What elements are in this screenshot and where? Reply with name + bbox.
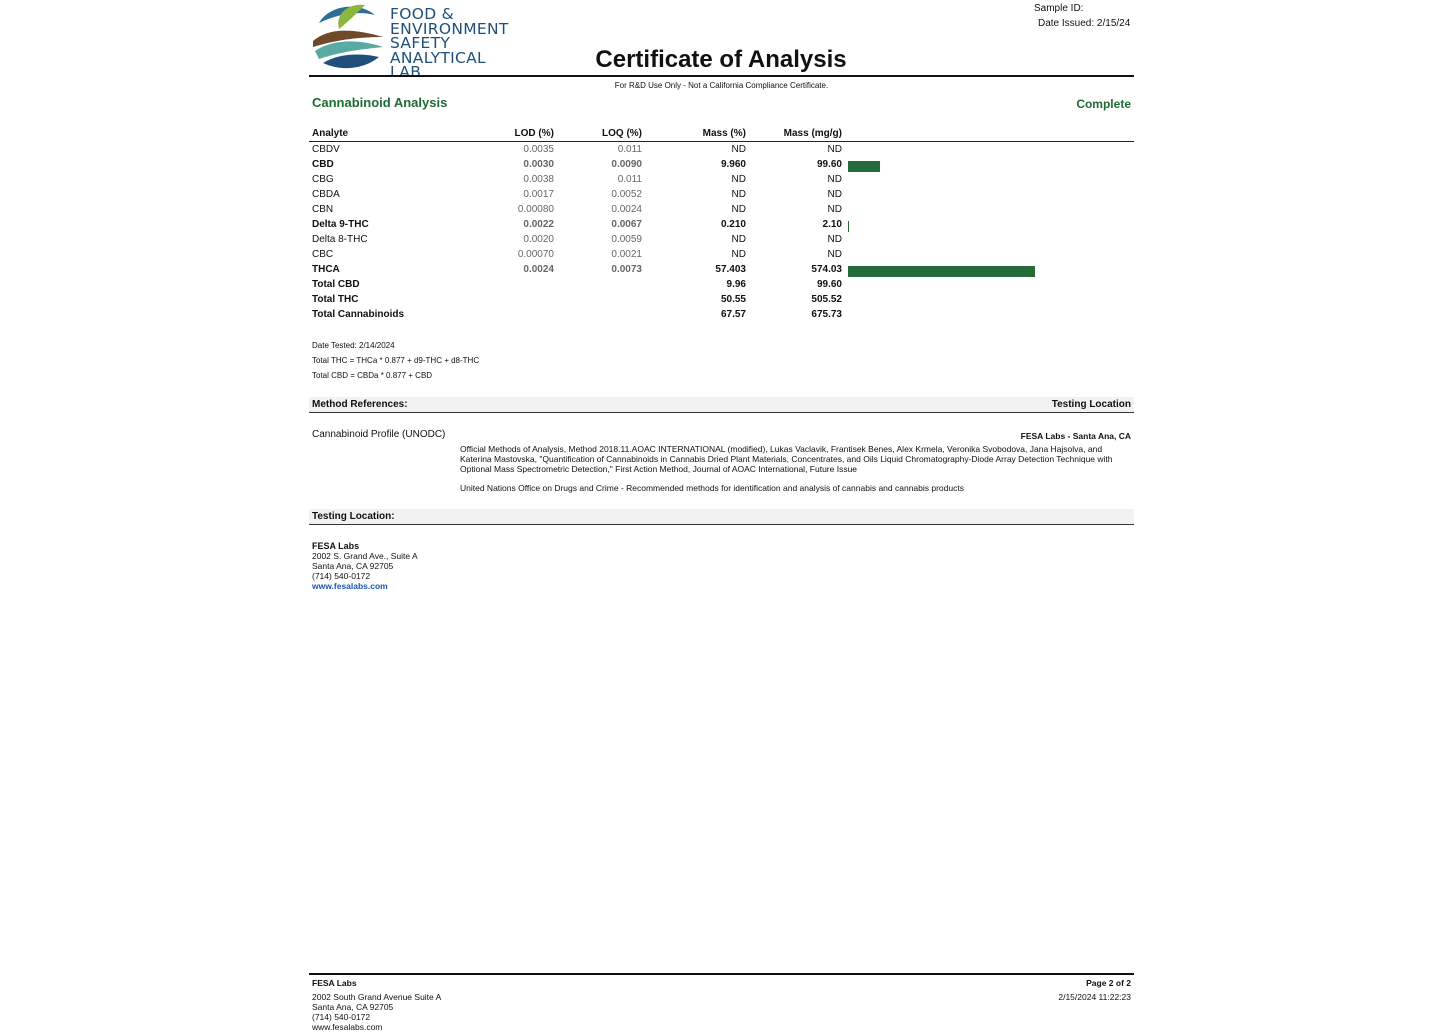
footer-address xyxy=(312,978,441,1032)
total-mass-pct: 67.57 xyxy=(720,309,746,320)
lab-address-line1: 2002 S. Grand Ave., Suite A xyxy=(312,551,418,561)
lab-logo xyxy=(309,1,519,81)
lod-value: 0.0022 xyxy=(523,219,554,230)
analyte-name: CBD xyxy=(312,159,334,170)
lod-value: 0.0024 xyxy=(523,264,554,275)
lod-value: 0.0017 xyxy=(523,189,554,200)
total-mass-pct: 9.96 xyxy=(726,279,746,290)
method-reference-aoac: Official Methods of Analysis, Method 2018.11.AOAC INTERNATIONAL (modified), Lukas Vaclavik, Frantisek Benes, Alex Krmela, Veronika Svobodova, Jana Hajsolva, and Katerina Mastovska, "Quantification of Cannabinoids in Cannabis Dried Plant Materials, Concentrates, and Oils Liquid Chromatography-Diode Array Detection Technique with Optional Mass Spectrometric Detection," First Action Method, Journal of AOAC International, Future Issue xyxy=(460,444,1113,474)
lod-value: 0.00070 xyxy=(517,249,554,260)
loq-value: 0.0059 xyxy=(611,234,642,245)
lod-value: 0.0020 xyxy=(523,234,554,245)
logo-line: FOOD & xyxy=(390,5,455,23)
lod-value: 0.0030 xyxy=(523,159,554,170)
total-label: Total THC xyxy=(312,294,359,305)
analyte-name: THCA xyxy=(312,264,340,275)
col-mass-mg: Mass (mg/g) xyxy=(783,128,842,139)
mass-mg-value: 99.60 xyxy=(816,159,842,170)
header-divider xyxy=(309,75,1134,77)
analyte-name: CBDV xyxy=(312,144,340,155)
method-location: FESA Labs - Santa Ana, CA xyxy=(1020,431,1131,441)
analyte-name: Delta 8-THC xyxy=(312,234,368,245)
loq-value: 0.0073 xyxy=(611,264,642,275)
loq-value: 0.0090 xyxy=(611,159,642,170)
mass-mg-value: 574.03 xyxy=(811,264,842,275)
loq-value: 0.0024 xyxy=(611,204,642,215)
lab-address-line2: Santa Ana, CA 92705 xyxy=(312,561,394,571)
footer-phone: (714) 540-0172 xyxy=(312,1012,371,1022)
footer-right xyxy=(1000,978,1131,1002)
analyte-name: CBN xyxy=(312,204,334,215)
disclaimer: For R&D Use Only - Not a California Compliance Certificate. xyxy=(614,81,829,90)
mass-pct-value: 9.960 xyxy=(720,159,746,170)
logo-line: SAFETY xyxy=(390,34,451,52)
footer-timestamp: 2/15/2024 11:22:23 xyxy=(1058,992,1131,1002)
mass-pct-value: ND xyxy=(731,174,746,185)
analyte-name: CBG xyxy=(312,174,334,185)
lab-name: FESA Labs xyxy=(312,541,360,551)
method-reference-unodc: United Nations Office on Drugs and Crime - Recommended methods for identification and analysis of cannabis and cannabis products xyxy=(460,483,964,493)
total-mass-mg: 675.73 xyxy=(811,309,842,320)
lod-value: 0.00080 xyxy=(517,204,554,215)
analyte-name: Delta 9-THC xyxy=(312,219,369,230)
total-mass-mg: 505.52 xyxy=(811,294,842,305)
testing-location-address xyxy=(312,541,418,591)
logo-line: ANALYTICAL LAB xyxy=(390,48,486,81)
lab-website-link[interactable]: www.fesalabs.com xyxy=(312,581,388,591)
lab-logo-emblem xyxy=(309,1,385,73)
loq-value: 0.0052 xyxy=(611,189,642,200)
total-label: Total CBD xyxy=(312,279,360,290)
mass-bar xyxy=(848,221,849,232)
mass-pct-value: ND xyxy=(731,249,746,260)
mass-pct-value: ND xyxy=(731,234,746,245)
date-tested-note: Date Tested: 2/14/2024 xyxy=(312,341,395,350)
mass-mg-value: ND xyxy=(827,144,842,155)
page-number: Page 2 of 2 xyxy=(1086,978,1131,988)
total-mass-pct: 50.55 xyxy=(720,294,746,305)
col-lod: LOD (%) xyxy=(514,128,554,139)
mass-mg-value: 2.10 xyxy=(822,219,842,230)
col-loq: LOQ (%) xyxy=(602,128,642,139)
mass-mg-value: ND xyxy=(827,189,842,200)
page-title: Certificate of Analysis xyxy=(595,46,847,73)
testing-location-section-heading: Testing Location: xyxy=(312,511,395,522)
total-thc-formula: Total THC = THCa * 0.877 + d9-THC + d8-THC xyxy=(312,356,480,365)
footer-address-line2: Santa Ana, CA 92705 xyxy=(312,1002,394,1012)
mass-pct-value: ND xyxy=(731,204,746,215)
mass-bar xyxy=(848,266,1035,277)
loq-value: 0.011 xyxy=(617,174,642,185)
loq-value: 0.0067 xyxy=(611,219,642,230)
col-mass-pct: Mass (%) xyxy=(702,128,746,139)
lod-value: 0.0038 xyxy=(523,174,554,185)
total-mass-mg: 99.60 xyxy=(816,279,842,290)
lod-value: 0.0035 xyxy=(523,144,554,155)
logo-line: ENVIRONMENT xyxy=(390,19,509,38)
mass-mg-value: ND xyxy=(827,174,842,185)
mass-pct-value: ND xyxy=(731,144,746,155)
method-references-heading: Method References: xyxy=(312,399,408,410)
analyte-name: CBDA xyxy=(312,189,340,200)
footer-address-line1: 2002 South Grand Avenue Suite A xyxy=(312,992,442,1002)
date-issued: Date Issued: 2/15/24 xyxy=(1038,18,1131,29)
footer-lab-name: FESA Labs xyxy=(312,978,357,988)
analysis-status: Complete xyxy=(1076,97,1131,111)
mass-pct-value: 0.210 xyxy=(720,219,746,230)
testing-location-heading: Testing Location xyxy=(1051,399,1131,410)
loq-value: 0.011 xyxy=(617,144,642,155)
method-profile: Cannabinoid Profile (UNODC) xyxy=(312,429,446,440)
total-cbd-formula: Total CBD = CBDa * 0.877 + CBD xyxy=(312,371,433,380)
col-analyte: Analyte xyxy=(312,128,349,139)
table-header-divider xyxy=(309,141,1134,142)
analysis-title: Cannabinoid Analysis xyxy=(312,95,448,110)
footer-divider xyxy=(309,973,1134,975)
testing-location-band xyxy=(309,509,1134,525)
footer-website: www.fesalabs.com xyxy=(312,1022,383,1032)
analyte-name: CBC xyxy=(312,249,334,260)
mass-pct-value: 57.403 xyxy=(715,264,746,275)
lab-phone: (714) 540-0172 xyxy=(312,571,371,581)
mass-pct-value: ND xyxy=(731,189,746,200)
total-label: Total Cannabinoids xyxy=(312,309,405,320)
mass-mg-value: ND xyxy=(827,204,842,215)
mass-bar xyxy=(848,161,880,172)
mass-mg-value: ND xyxy=(827,234,842,245)
loq-value: 0.0021 xyxy=(611,249,642,260)
mass-mg-value: ND xyxy=(827,249,842,260)
sample-id-label: Sample ID: xyxy=(1034,3,1084,14)
